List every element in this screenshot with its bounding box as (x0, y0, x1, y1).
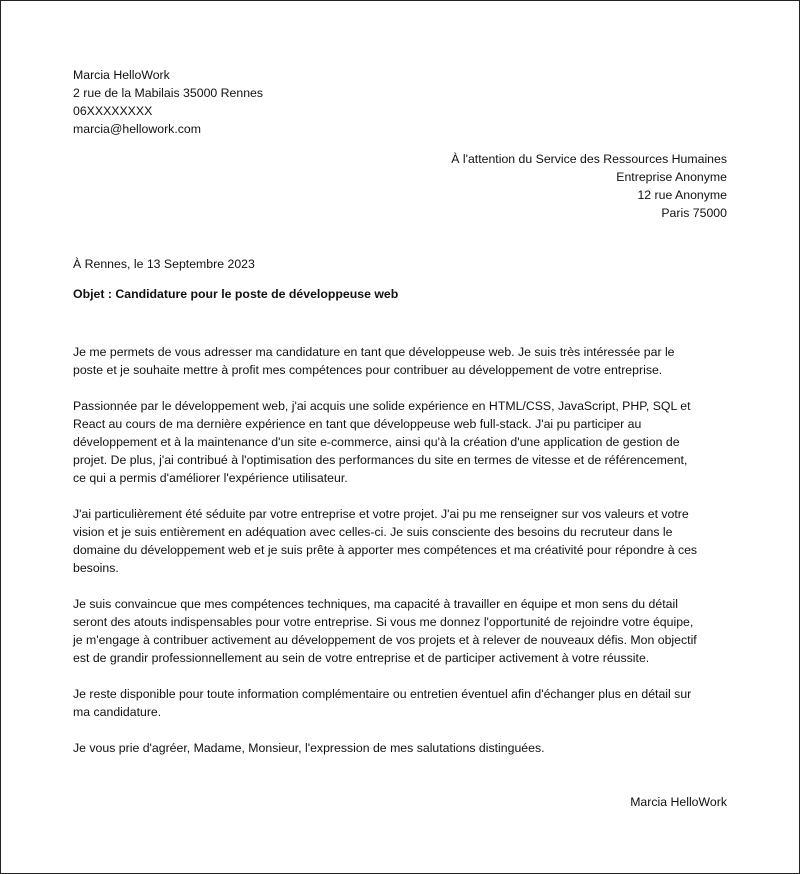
recipient-city: Paris 75000 (661, 206, 727, 220)
body-line: Je suis convaincue que mes compétences techniques, ma capacité à travailler en équipe et mon sens du détail (73, 597, 678, 611)
signature: Marcia HelloWork (630, 795, 727, 809)
body-paragraph (73, 397, 733, 487)
body-line: Je me permets de vous adresser ma candidature en tant que développeuse web. Je suis très intéressée par le (73, 345, 675, 359)
body-line: poste et je souhaite mettre à profit mes compétences pour contribuer au développement de votre entreprise. (73, 363, 663, 377)
body-line: vision et je suis entièrement en adéquation avec celles-ci. Je suis consciente des besoins du recruteur dans le (73, 525, 673, 539)
body-line: projet. De plus, j'ai contribué à l'optimisation des performances du site en termes de vitesse et de référencement, (73, 453, 688, 467)
body-line: J'ai particulièrement été séduite par votre entreprise et votre projet. J'ai pu me renseigner sur vos valeurs et votre (73, 507, 689, 521)
body-line: Passionnée par le développement web, j'ai acquis une solide expérience en HTML/CSS, JavaScript, PHP, SQL et (73, 399, 691, 413)
sender-phone: 06XXXXXXXX (73, 104, 153, 118)
body-paragraph (73, 685, 733, 721)
body-line: développement et à la maintenance d'un site e-commerce, ainsi qu'à la création d'une application de gestion de (73, 435, 680, 449)
body-line: seront des atouts indispensables pour votre entreprise. Si vous me donnez l'opportunité de rejoindre votre équipe, (73, 615, 694, 629)
body-line: ma candidature. (73, 705, 162, 719)
sender-street: 2 rue de la Mabilais 35000 Rennes (73, 86, 264, 100)
body-line: Je reste disponible pour toute information complémentaire ou entretien éventuel afin d'échanger plus en détail sur (73, 687, 692, 701)
recipient-street: 12 rue Anonyme (637, 188, 727, 202)
body-line: Je vous prie d'agréer, Madame, Monsieur, l'expression de mes salutations distinguées. (73, 741, 545, 755)
body-paragraph (73, 343, 733, 379)
letter-date: À Rennes, le 13 Septembre 2023 (73, 257, 255, 271)
letter-body (73, 343, 733, 775)
body-line: domaine du développement web et je suis prête à apporter mes compétences et ma créativité pour répondre à ces (73, 543, 698, 557)
sender-name: Marcia HelloWork (73, 68, 170, 82)
body-paragraph (73, 595, 733, 667)
sender-email: marcia@hellowork.com (73, 122, 201, 136)
letter-subject: Objet : Candidature pour le poste de développeuse web (73, 287, 399, 301)
recipient-attention: À l'attention du Service des Ressources Humaines (451, 152, 727, 166)
body-line: ce qui a permis d'améliorer l'expérience utilisateur. (73, 471, 348, 485)
body-paragraph (73, 505, 733, 577)
body-line: je m'engage à contribuer activement au développement de vos projets et à relever de nouveaux défis. Mon objectif (73, 633, 697, 647)
recipient-address-block (451, 150, 727, 222)
body-line: est de grandir professionnellement au sein de votre entreprise et de participer activement à votre réussite. (73, 651, 650, 665)
body-line: React au cours de ma dernière expérience en tant que développeuse web full-stack. J'ai pu participer au (73, 417, 642, 431)
recipient-company: Entreprise Anonyme (616, 170, 727, 184)
sender-address-block (73, 66, 263, 138)
closing-paragraph (73, 739, 733, 757)
body-line: besoins. (73, 561, 119, 575)
